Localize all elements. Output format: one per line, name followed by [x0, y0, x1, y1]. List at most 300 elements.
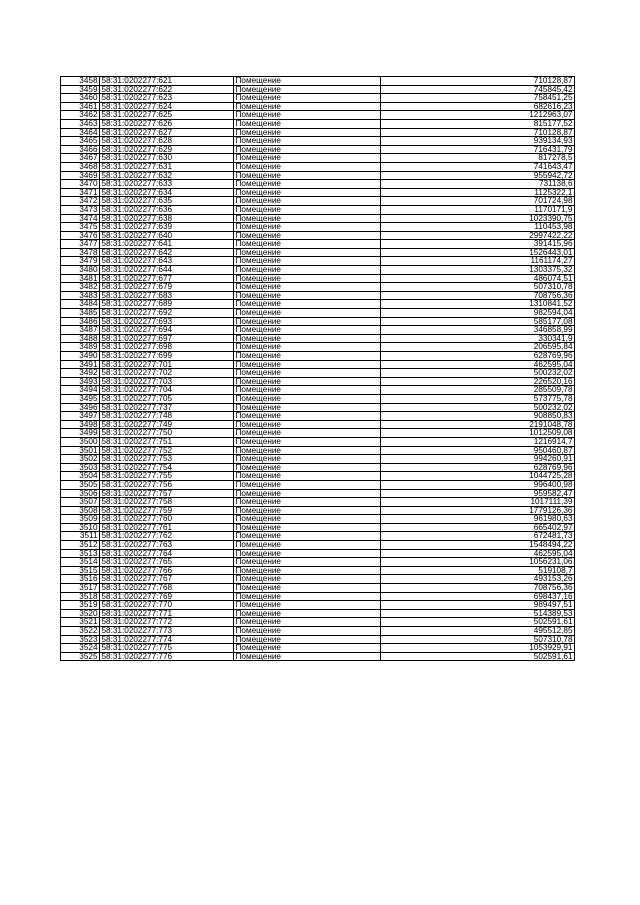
row-number-cell: 3494 — [61, 386, 100, 395]
row-number-cell: 3478 — [61, 248, 100, 257]
cadastral-number-cell: 58:31:0202277:644 — [100, 266, 234, 275]
cadastral-number-cell: 58:31:0202277:624 — [100, 102, 234, 111]
object-type-cell: Помещение — [234, 197, 381, 206]
table-row — [61, 162, 575, 171]
object-type-cell: Помещение — [234, 429, 381, 438]
cadastral-number-cell: 58:31:0202277:769 — [100, 592, 234, 601]
cadastral-number-cell: 58:31:0202277:697 — [100, 334, 234, 343]
value-cell: 1779126,36 — [381, 506, 575, 515]
cadastral-number-cell: 58:31:0202277:770 — [100, 601, 234, 610]
row-number-cell: 3467 — [61, 154, 100, 163]
object-type-cell: Помещение — [234, 369, 381, 378]
table-row — [61, 575, 575, 584]
row-number-cell: 3519 — [61, 601, 100, 610]
cadastral-number-cell: 58:31:0202277:631 — [100, 162, 234, 171]
table-row — [61, 618, 575, 627]
row-number-cell: 3490 — [61, 352, 100, 361]
row-number-cell: 3522 — [61, 627, 100, 636]
table-row — [61, 171, 575, 180]
cadastral-number-cell: 58:31:0202277:621 — [100, 77, 234, 86]
object-type-cell: Помещение — [234, 584, 381, 593]
object-type-cell: Помещение — [234, 541, 381, 550]
table-row — [61, 635, 575, 644]
row-number-cell: 3464 — [61, 128, 100, 137]
table-row — [61, 111, 575, 120]
object-type-cell: Помещение — [234, 437, 381, 446]
value-cell: 1056231,06 — [381, 558, 575, 567]
row-number-cell: 3469 — [61, 171, 100, 180]
row-number-cell: 3514 — [61, 558, 100, 567]
object-type-cell: Помещение — [234, 137, 381, 146]
cadastral-number-cell: 58:31:0202277:639 — [100, 223, 234, 232]
table-row — [61, 489, 575, 498]
row-number-cell: 3523 — [61, 635, 100, 644]
object-type-cell: Помещение — [234, 300, 381, 309]
cadastral-number-cell: 58:31:0202277:764 — [100, 549, 234, 558]
object-type-cell: Помещение — [234, 377, 381, 386]
row-number-cell: 3492 — [61, 369, 100, 378]
cadastral-number-cell: 58:31:0202277:679 — [100, 283, 234, 292]
cadastral-number-cell: 58:31:0202277:751 — [100, 437, 234, 446]
row-number-cell: 3487 — [61, 326, 100, 335]
object-type-cell: Помещение — [234, 291, 381, 300]
value-cell: 741643,47 — [381, 162, 575, 171]
table-row — [61, 515, 575, 524]
table-row — [61, 291, 575, 300]
object-type-cell: Помещение — [234, 412, 381, 421]
row-number-cell: 3515 — [61, 566, 100, 575]
row-number-cell: 3511 — [61, 532, 100, 541]
object-type-cell: Помещение — [234, 566, 381, 575]
row-number-cell: 3485 — [61, 309, 100, 318]
row-number-cell: 3509 — [61, 515, 100, 524]
row-number-cell: 3498 — [61, 420, 100, 429]
table-row — [61, 394, 575, 403]
cadastral-number-cell: 58:31:0202277:629 — [100, 145, 234, 154]
row-number-cell: 3500 — [61, 437, 100, 446]
value-cell: 462595,04 — [381, 549, 575, 558]
table-row — [61, 437, 575, 446]
cadastral-number-cell: 58:31:0202277:705 — [100, 394, 234, 403]
value-cell: 495512,85 — [381, 627, 575, 636]
row-number-cell: 3484 — [61, 300, 100, 309]
row-number-cell: 3482 — [61, 283, 100, 292]
table-row — [61, 317, 575, 326]
value-cell: 996400,98 — [381, 480, 575, 489]
row-number-cell: 3479 — [61, 257, 100, 266]
object-type-cell: Помещение — [234, 420, 381, 429]
value-cell: 1548494,22 — [381, 541, 575, 550]
row-number-cell: 3468 — [61, 162, 100, 171]
table-row — [61, 369, 575, 378]
cadastral-number-cell: 58:31:0202277:702 — [100, 369, 234, 378]
value-cell: 1303375,32 — [381, 266, 575, 275]
cadastral-number-cell: 58:31:0202277:775 — [100, 644, 234, 653]
row-number-cell: 3517 — [61, 584, 100, 593]
value-cell: 1170171,9 — [381, 205, 575, 214]
table-row — [61, 386, 575, 395]
row-number-cell: 3520 — [61, 609, 100, 618]
row-number-cell: 3459 — [61, 85, 100, 94]
table-row — [61, 609, 575, 618]
value-cell: 1044725,28 — [381, 472, 575, 481]
cadastral-number-cell: 58:31:0202277:627 — [100, 128, 234, 137]
table-row — [61, 532, 575, 541]
row-number-cell: 3512 — [61, 541, 100, 550]
table-row — [61, 309, 575, 318]
cadastral-number-cell: 58:31:0202277:633 — [100, 180, 234, 189]
table-row — [61, 420, 575, 429]
cadastral-number-cell: 58:31:0202277:758 — [100, 498, 234, 507]
value-cell: 346858,99 — [381, 326, 575, 335]
cadastral-number-cell: 58:31:0202277:622 — [100, 85, 234, 94]
table-row — [61, 592, 575, 601]
table-row — [61, 240, 575, 249]
table-row — [61, 523, 575, 532]
object-type-cell: Помещение — [234, 601, 381, 610]
cadastral-number-cell: 58:31:0202277:701 — [100, 360, 234, 369]
cadastral-number-cell: 58:31:0202277:626 — [100, 119, 234, 128]
cadastral-number-cell: 58:31:0202277:737 — [100, 403, 234, 412]
cadastral-number-cell: 58:31:0202277:625 — [100, 111, 234, 120]
row-number-cell: 3525 — [61, 652, 100, 661]
row-number-cell: 3489 — [61, 343, 100, 352]
value-cell: 285509,78 — [381, 386, 575, 395]
table-row — [61, 283, 575, 292]
table-row — [61, 549, 575, 558]
value-cell: 226520,16 — [381, 377, 575, 386]
table-row — [61, 223, 575, 232]
row-number-cell: 3521 — [61, 618, 100, 627]
object-type-cell: Помещение — [234, 523, 381, 532]
value-cell: 493153,26 — [381, 575, 575, 584]
object-type-cell: Помещение — [234, 635, 381, 644]
table-row — [61, 360, 575, 369]
value-cell: 815177,52 — [381, 119, 575, 128]
value-cell: 989497,51 — [381, 601, 575, 610]
cadastral-number-cell: 58:31:0202277:635 — [100, 197, 234, 206]
object-type-cell: Помещение — [234, 102, 381, 111]
value-cell: 708756,36 — [381, 291, 575, 300]
row-number-cell: 3465 — [61, 137, 100, 146]
value-cell: 665402,97 — [381, 523, 575, 532]
object-type-cell: Помещение — [234, 403, 381, 412]
table-row — [61, 627, 575, 636]
table-row — [61, 257, 575, 266]
table-row — [61, 300, 575, 309]
value-cell: 710128,87 — [381, 128, 575, 137]
object-type-cell: Помещение — [234, 266, 381, 275]
table-row — [61, 145, 575, 154]
table-row — [61, 214, 575, 223]
object-type-cell: Помещение — [234, 343, 381, 352]
object-type-cell: Помещение — [234, 188, 381, 197]
object-type-cell: Помещение — [234, 498, 381, 507]
row-number-cell: 3458 — [61, 77, 100, 86]
cadastral-number-cell: 58:31:0202277:772 — [100, 618, 234, 627]
row-number-cell: 3470 — [61, 180, 100, 189]
value-cell: 1012509,08 — [381, 429, 575, 438]
cadastral-number-cell: 58:31:0202277:768 — [100, 584, 234, 593]
object-type-cell: Помещение — [234, 532, 381, 541]
object-type-cell: Помещение — [234, 644, 381, 653]
table-row — [61, 601, 575, 610]
value-cell: 961980,63 — [381, 515, 575, 524]
value-cell: 939134,93 — [381, 137, 575, 146]
table-row — [61, 566, 575, 575]
cadastral-number-cell: 58:31:0202277:753 — [100, 455, 234, 464]
table-row — [61, 94, 575, 103]
cadastral-number-cell: 58:31:0202277:638 — [100, 214, 234, 223]
cadastral-number-cell: 58:31:0202277:750 — [100, 429, 234, 438]
cadastral-number-cell: 58:31:0202277:752 — [100, 446, 234, 455]
row-number-cell: 3493 — [61, 377, 100, 386]
value-cell: 1023390,75 — [381, 214, 575, 223]
registry-table-body — [61, 77, 575, 661]
row-number-cell: 3508 — [61, 506, 100, 515]
row-number-cell: 3504 — [61, 472, 100, 481]
object-type-cell: Помещение — [234, 609, 381, 618]
row-number-cell: 3516 — [61, 575, 100, 584]
table-row — [61, 446, 575, 455]
value-cell: 507310,78 — [381, 635, 575, 644]
value-cell: 628769,96 — [381, 463, 575, 472]
value-cell: 110453,98 — [381, 223, 575, 232]
row-number-cell: 3505 — [61, 480, 100, 489]
cadastral-number-cell: 58:31:0202277:759 — [100, 506, 234, 515]
table-row — [61, 455, 575, 464]
table-row — [61, 472, 575, 481]
value-cell: 330341,9 — [381, 334, 575, 343]
table-row — [61, 652, 575, 661]
object-type-cell: Помещение — [234, 558, 381, 567]
cadastral-number-cell: 58:31:0202277:765 — [100, 558, 234, 567]
row-number-cell: 3495 — [61, 394, 100, 403]
value-cell: 1310841,52 — [381, 300, 575, 309]
row-number-cell: 3483 — [61, 291, 100, 300]
cadastral-number-cell: 58:31:0202277:640 — [100, 231, 234, 240]
table-row — [61, 480, 575, 489]
object-type-cell: Помещение — [234, 618, 381, 627]
cadastral-number-cell: 58:31:0202277:692 — [100, 309, 234, 318]
table-row — [61, 248, 575, 257]
table-row — [61, 119, 575, 128]
object-type-cell: Помещение — [234, 352, 381, 361]
table-row — [61, 137, 575, 146]
cadastral-number-cell: 58:31:0202277:636 — [100, 205, 234, 214]
value-cell: 502591,61 — [381, 652, 575, 661]
value-cell: 502591,61 — [381, 618, 575, 627]
cadastral-number-cell: 58:31:0202277:773 — [100, 627, 234, 636]
cadastral-number-cell: 58:31:0202277:694 — [100, 326, 234, 335]
cadastral-number-cell: 58:31:0202277:760 — [100, 515, 234, 524]
cadastral-number-cell: 58:31:0202277:699 — [100, 352, 234, 361]
row-number-cell: 3481 — [61, 274, 100, 283]
row-number-cell: 3491 — [61, 360, 100, 369]
cadastral-number-cell: 58:31:0202277:774 — [100, 635, 234, 644]
object-type-cell: Помещение — [234, 652, 381, 661]
table-row — [61, 85, 575, 94]
cadastral-number-cell: 58:31:0202277:776 — [100, 652, 234, 661]
cadastral-number-cell: 58:31:0202277:634 — [100, 188, 234, 197]
table-row — [61, 231, 575, 240]
object-type-cell: Помещение — [234, 360, 381, 369]
table-row — [61, 463, 575, 472]
cadastral-number-cell: 58:31:0202277:628 — [100, 137, 234, 146]
table-row — [61, 274, 575, 283]
object-type-cell: Помещение — [234, 575, 381, 584]
table-row — [61, 128, 575, 137]
row-number-cell: 3507 — [61, 498, 100, 507]
cadastral-number-cell: 58:31:0202277:689 — [100, 300, 234, 309]
value-cell: 628769,96 — [381, 352, 575, 361]
object-type-cell: Помещение — [234, 334, 381, 343]
row-number-cell: 3488 — [61, 334, 100, 343]
table-row — [61, 403, 575, 412]
table-row — [61, 205, 575, 214]
object-type-cell: Помещение — [234, 455, 381, 464]
table-row — [61, 180, 575, 189]
object-type-cell: Помещение — [234, 506, 381, 515]
table-row — [61, 541, 575, 550]
cadastral-number-cell: 58:31:0202277:677 — [100, 274, 234, 283]
value-cell: 1212963,07 — [381, 111, 575, 120]
cadastral-number-cell: 58:31:0202277:757 — [100, 489, 234, 498]
table-row — [61, 377, 575, 386]
table-row — [61, 334, 575, 343]
table-row — [61, 429, 575, 438]
value-cell: 817278,5 — [381, 154, 575, 163]
value-cell: 1125322,1 — [381, 188, 575, 197]
cadastral-number-cell: 58:31:0202277:762 — [100, 532, 234, 541]
cadastral-number-cell: 58:31:0202277:749 — [100, 420, 234, 429]
value-cell: 1526443,01 — [381, 248, 575, 257]
value-cell: 959582,47 — [381, 489, 575, 498]
cadastral-registry-table — [60, 76, 575, 661]
value-cell: 758451,25 — [381, 94, 575, 103]
value-cell: 982594,04 — [381, 309, 575, 318]
table-row — [61, 197, 575, 206]
table-row — [61, 343, 575, 352]
object-type-cell: Помещение — [234, 154, 381, 163]
object-type-cell: Помещение — [234, 326, 381, 335]
object-type-cell: Помещение — [234, 446, 381, 455]
value-cell: 573775,78 — [381, 394, 575, 403]
row-number-cell: 3502 — [61, 455, 100, 464]
value-cell: 994260,91 — [381, 455, 575, 464]
row-number-cell: 3477 — [61, 240, 100, 249]
table-row — [61, 77, 575, 86]
table-row — [61, 266, 575, 275]
value-cell: 585177,08 — [381, 317, 575, 326]
row-number-cell: 3474 — [61, 214, 100, 223]
object-type-cell: Помещение — [234, 205, 381, 214]
row-number-cell: 3466 — [61, 145, 100, 154]
value-cell: 486074,51 — [381, 274, 575, 283]
cadastral-number-cell: 58:31:0202277:641 — [100, 240, 234, 249]
row-number-cell: 3497 — [61, 412, 100, 421]
value-cell: 206595,84 — [381, 343, 575, 352]
table-row — [61, 326, 575, 335]
object-type-cell: Помещение — [234, 386, 381, 395]
value-cell: 950460,87 — [381, 446, 575, 455]
value-cell: 672481,73 — [381, 532, 575, 541]
row-number-cell: 3496 — [61, 403, 100, 412]
cadastral-number-cell: 58:31:0202277:748 — [100, 412, 234, 421]
cadastral-number-cell: 58:31:0202277:683 — [100, 291, 234, 300]
object-type-cell: Помещение — [234, 472, 381, 481]
object-type-cell: Помещение — [234, 223, 381, 232]
row-number-cell: 3524 — [61, 644, 100, 653]
object-type-cell: Помещение — [234, 145, 381, 154]
cadastral-number-cell: 58:31:0202277:766 — [100, 566, 234, 575]
cadastral-number-cell: 58:31:0202277:755 — [100, 472, 234, 481]
object-type-cell: Помещение — [234, 480, 381, 489]
object-type-cell: Помещение — [234, 77, 381, 86]
object-type-cell: Помещение — [234, 162, 381, 171]
value-cell: 701724,98 — [381, 197, 575, 206]
row-number-cell: 3473 — [61, 205, 100, 214]
value-cell: 2191048,78 — [381, 420, 575, 429]
value-cell: 710128,87 — [381, 77, 575, 86]
object-type-cell: Помещение — [234, 309, 381, 318]
object-type-cell: Помещение — [234, 257, 381, 266]
object-type-cell: Помещение — [234, 592, 381, 601]
row-number-cell: 3486 — [61, 317, 100, 326]
cadastral-number-cell: 58:31:0202277:698 — [100, 343, 234, 352]
table-row — [61, 584, 575, 593]
table-row — [61, 102, 575, 111]
object-type-cell: Помещение — [234, 111, 381, 120]
cadastral-number-cell: 58:31:0202277:630 — [100, 154, 234, 163]
value-cell: 908850,83 — [381, 412, 575, 421]
row-number-cell: 3499 — [61, 429, 100, 438]
object-type-cell: Помещение — [234, 283, 381, 292]
row-number-cell: 3471 — [61, 188, 100, 197]
row-number-cell: 3513 — [61, 549, 100, 558]
value-cell: 1017111,39 — [381, 498, 575, 507]
row-number-cell: 3510 — [61, 523, 100, 532]
object-type-cell: Помещение — [234, 85, 381, 94]
row-number-cell: 3518 — [61, 592, 100, 601]
cadastral-number-cell: 58:31:0202277:761 — [100, 523, 234, 532]
object-type-cell: Помещение — [234, 549, 381, 558]
value-cell: 731138,6 — [381, 180, 575, 189]
cadastral-number-cell: 58:31:0202277:771 — [100, 609, 234, 618]
cadastral-number-cell: 58:31:0202277:623 — [100, 94, 234, 103]
cadastral-number-cell: 58:31:0202277:704 — [100, 386, 234, 395]
value-cell: 1161174,27 — [381, 257, 575, 266]
object-type-cell: Помещение — [234, 128, 381, 137]
value-cell: 462595,04 — [381, 360, 575, 369]
object-type-cell: Помещение — [234, 231, 381, 240]
value-cell: 955942,72 — [381, 171, 575, 180]
object-type-cell: Помещение — [234, 627, 381, 636]
value-cell: 391415,96 — [381, 240, 575, 249]
object-type-cell: Помещение — [234, 119, 381, 128]
cadastral-number-cell: 58:31:0202277:763 — [100, 541, 234, 550]
table-row — [61, 412, 575, 421]
row-number-cell: 3461 — [61, 102, 100, 111]
object-type-cell: Помещение — [234, 515, 381, 524]
object-type-cell: Помещение — [234, 463, 381, 472]
object-type-cell: Помещение — [234, 274, 381, 283]
cadastral-number-cell: 58:31:0202277:693 — [100, 317, 234, 326]
object-type-cell: Помещение — [234, 489, 381, 498]
cadastral-number-cell: 58:31:0202277:756 — [100, 480, 234, 489]
row-number-cell: 3463 — [61, 119, 100, 128]
table-row — [61, 352, 575, 361]
